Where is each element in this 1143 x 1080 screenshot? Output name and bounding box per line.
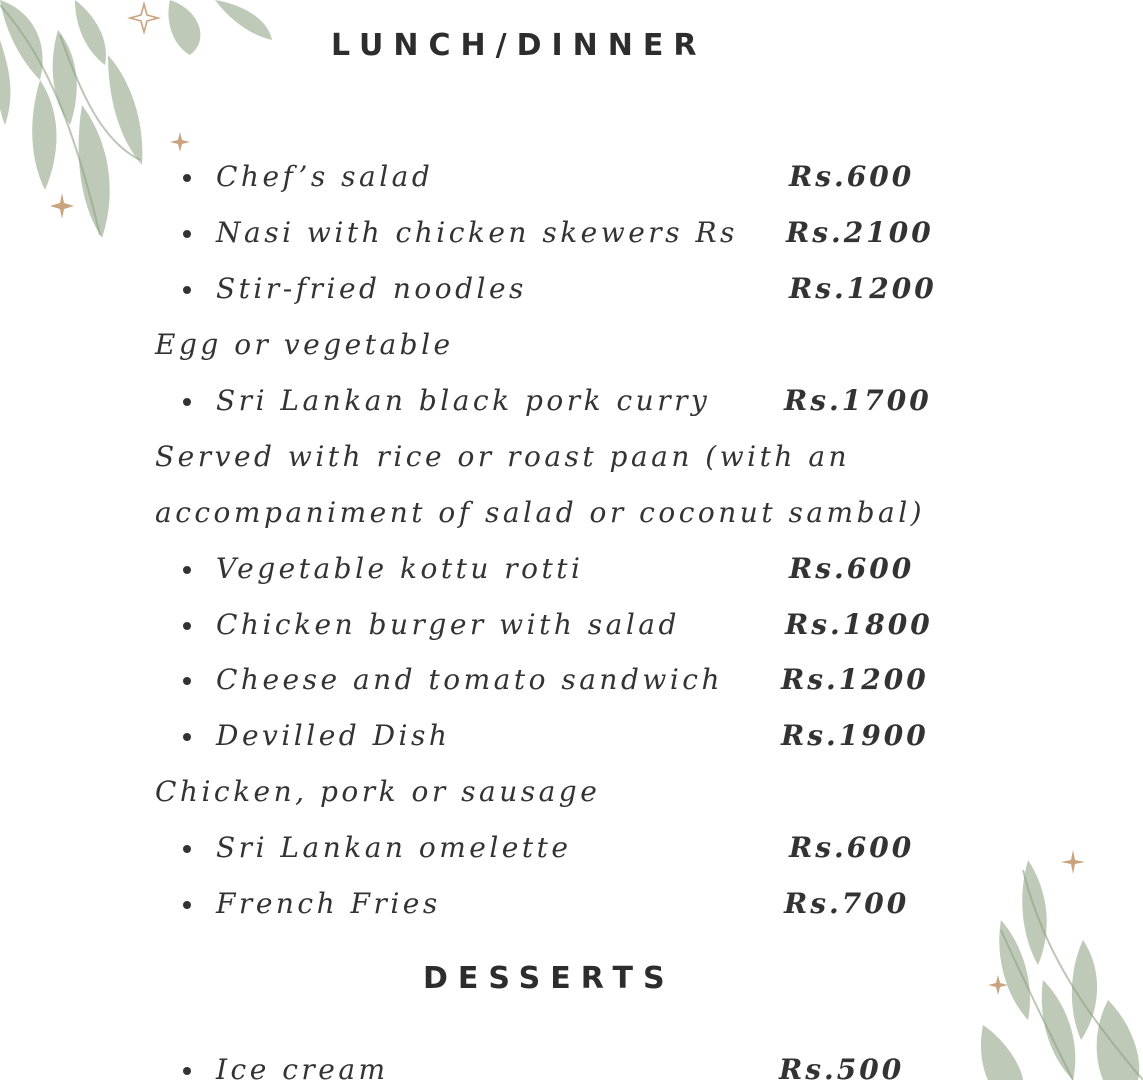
menu-note: Served with rice or roast paan (with an — [155, 440, 851, 473]
lunch-dinner-title: LUNCH/DINNER — [331, 28, 707, 63]
menu-item-name: Nasi with chicken skewers Rs — [216, 216, 738, 249]
bullet-icon — [183, 845, 191, 853]
bullet-icon — [183, 174, 191, 182]
menu-item-name: Stir-fried noodles — [216, 272, 527, 305]
menu-note: Egg or vegetable — [155, 328, 454, 361]
menu-item-name: Sri Lankan omelette — [216, 831, 572, 864]
bullet-icon — [183, 1067, 191, 1075]
bullet-icon — [183, 398, 191, 406]
menu-item-name: Vegetable kottu rotti — [216, 552, 584, 585]
desserts-title: DESSERTS — [423, 961, 675, 996]
menu-item-name: Sri Lankan black pork curry — [216, 384, 711, 417]
menu-note: Chicken, pork or sausage — [155, 775, 601, 808]
menu-item-price: Rs.2100 — [786, 216, 934, 249]
menu-item-name: Chef’s salad — [216, 160, 434, 193]
bullet-icon — [183, 622, 191, 630]
menu-note: accompaniment of salad or coconut sambal) — [155, 496, 926, 529]
bullet-icon — [183, 733, 191, 741]
dessert-item-price: Rs.500 — [779, 1053, 905, 1080]
menu-item-name: Cheese and tomato sandwich — [216, 663, 724, 696]
menu-item-name: French Fries — [216, 887, 441, 920]
bullet-icon — [183, 566, 191, 574]
menu-item-price: Rs.700 — [784, 887, 910, 920]
leaf-decoration-bottom-right — [943, 840, 1143, 1080]
bullet-icon — [183, 230, 191, 238]
menu-item-price: Rs.1800 — [785, 608, 933, 641]
menu-item-price: Rs.600 — [789, 552, 915, 585]
bullet-icon — [183, 677, 191, 685]
menu-item-price: Rs.1200 — [789, 272, 937, 305]
menu-item-name: Chicken burger with salad — [216, 608, 680, 641]
bullet-icon — [183, 286, 191, 294]
menu-item-price: Rs.1700 — [784, 384, 932, 417]
menu-item-price: Rs.1200 — [781, 663, 929, 696]
dessert-item-name: Ice cream — [216, 1053, 389, 1080]
menu-item-price: Rs.600 — [789, 831, 915, 864]
menu-item-price: Rs.600 — [789, 160, 915, 193]
bullet-icon — [183, 901, 191, 909]
menu-item-price: Rs.1900 — [781, 719, 929, 752]
menu-item-name: Devilled Dish — [216, 719, 451, 752]
